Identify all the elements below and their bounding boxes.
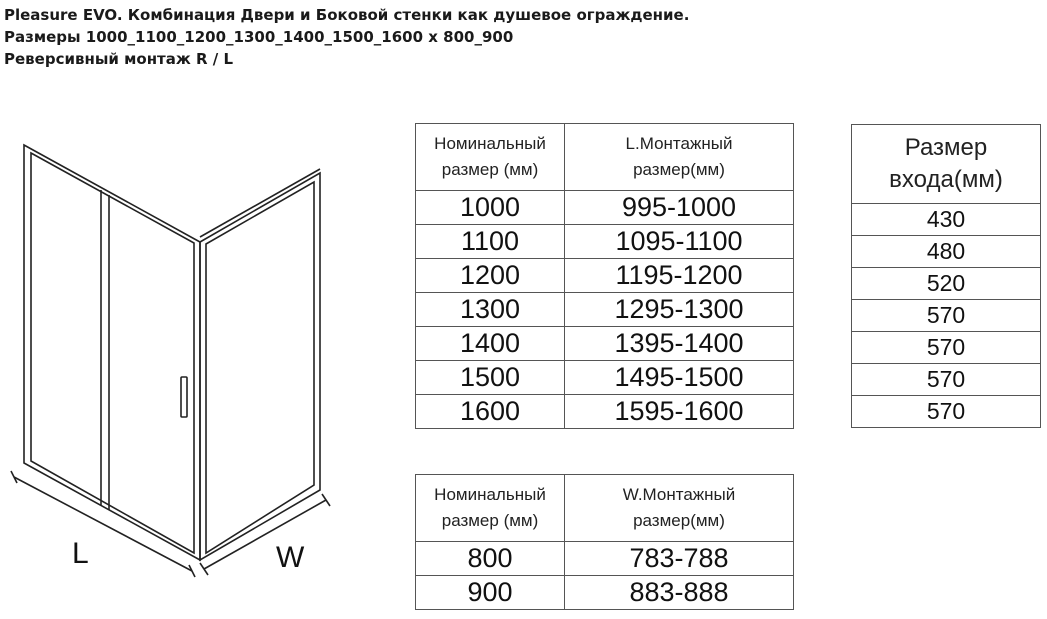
- table-row: 570: [852, 364, 1041, 396]
- table-header-row: [416, 124, 794, 191]
- header-sizes: Размеры 1000_1100_1200_1300_1400_1500_1600 х 800_900: [4, 28, 514, 46]
- table-row: 520: [852, 268, 1041, 300]
- header-entry-size: Размер входа(мм): [852, 125, 1041, 204]
- table-row: 1000 995-1000: [416, 191, 794, 225]
- table-row: 800 783-788: [416, 542, 794, 576]
- side-panel-inner: [206, 182, 314, 553]
- table-row: 1400 1395-1400: [416, 327, 794, 361]
- table-header-row: [852, 125, 1041, 204]
- table-row: 1500 1495-1500: [416, 361, 794, 395]
- table-row: 1200 1195-1200: [416, 259, 794, 293]
- table-row: 1600 1595-1600: [416, 395, 794, 429]
- entry-size-table: [851, 124, 1041, 428]
- header-nominal: Номинальный размер (мм): [416, 475, 565, 542]
- header-title: Pleasure EVO. Комбинация Двери и Боковой стенки как душевое ограждение.: [4, 6, 690, 24]
- header-mounting: Реверсивный монтаж R / L: [4, 50, 234, 68]
- header-nominal: Номинальный размер (мм): [416, 124, 565, 191]
- label-l: L: [72, 537, 89, 570]
- length-table: [415, 123, 794, 429]
- table-row: 900 883-888: [416, 576, 794, 610]
- header-mounting-w: W.Монтажный размер(мм): [565, 475, 794, 542]
- dimension-line-l: [14, 477, 192, 571]
- width-table: [415, 474, 794, 610]
- door-handle: [181, 377, 187, 417]
- door-frame: [24, 145, 200, 560]
- dimension-line-w: [204, 500, 326, 569]
- shower-enclosure-drawing: [0, 115, 340, 585]
- table-row: 570: [852, 300, 1041, 332]
- door-frame-inner: [31, 153, 194, 553]
- table-header-row: [416, 475, 794, 542]
- table-row: 1300 1295-1300: [416, 293, 794, 327]
- table-row: 430: [852, 204, 1041, 236]
- table-row: 570: [852, 396, 1041, 428]
- document-header: [4, 4, 689, 70]
- table-row: 480: [852, 236, 1041, 268]
- side-panel-frame: [200, 173, 320, 560]
- header-mounting-l: L.Монтажный размер(мм): [565, 124, 794, 191]
- table-row: 1100 1095-1100: [416, 225, 794, 259]
- label-w: W: [276, 541, 305, 574]
- table-row: 570: [852, 332, 1041, 364]
